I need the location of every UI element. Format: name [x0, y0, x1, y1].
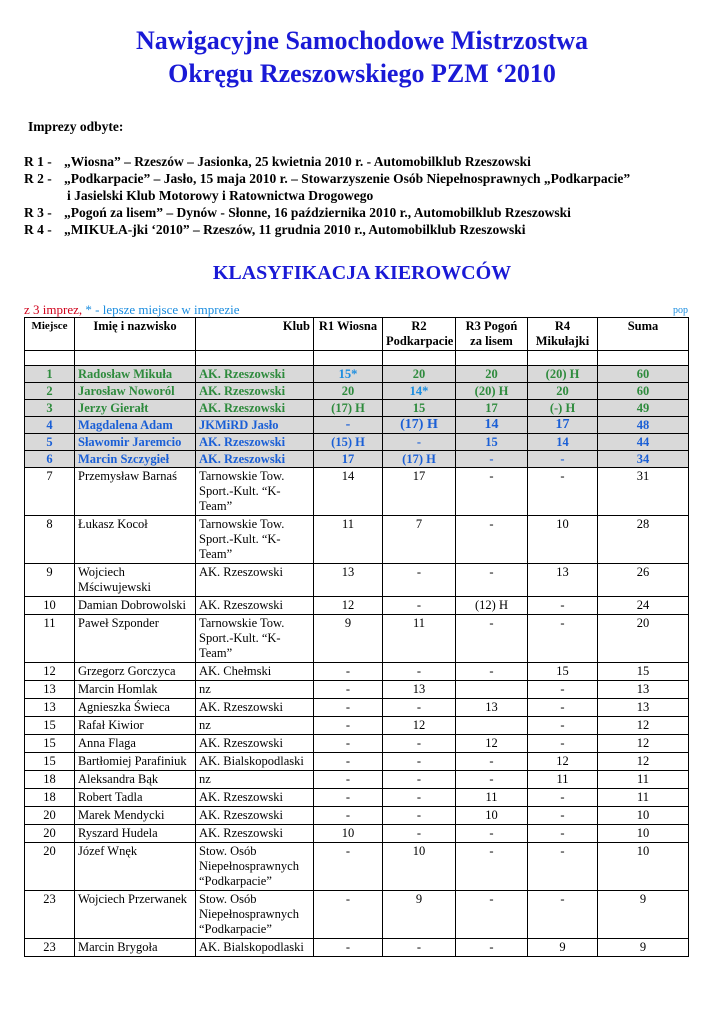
sum-cell: 49	[598, 400, 689, 417]
name-cell: Józef Wnęk	[75, 843, 196, 891]
r1-cell: 11	[314, 516, 383, 564]
name-cell: Łukasz Kocoł	[75, 516, 196, 564]
club-cell: AK. Rzeszowski	[196, 735, 314, 753]
r1-cell: -	[314, 699, 383, 717]
place-cell: 15	[25, 735, 75, 753]
sum-cell: 28	[598, 516, 689, 564]
place-cell: 1	[25, 366, 75, 383]
event-text: „MIKUŁA-jki ‘2010” – Rzeszów, 11 grudnia 2010 r., Automobilklub Rzeszowski	[64, 222, 526, 237]
club-cell: Tarnowskie Tow. Sport.-Kult. “K-Team”	[196, 516, 314, 564]
r2-cell: -	[383, 771, 456, 789]
header-place: Miejsce	[25, 318, 75, 351]
r4-cell: -	[528, 681, 598, 699]
results-body	[25, 351, 689, 957]
place-cell: 12	[25, 663, 75, 681]
r4-cell: -	[528, 735, 598, 753]
spacer-row	[25, 351, 689, 366]
place-cell: 20	[25, 825, 75, 843]
table-row	[25, 735, 689, 753]
r1-cell: -	[314, 663, 383, 681]
club-cell: nz	[196, 771, 314, 789]
r4-cell: -	[528, 825, 598, 843]
r3-cell: (20) H	[456, 383, 528, 400]
place-cell: 8	[25, 516, 75, 564]
r4-cell: -	[528, 468, 598, 516]
club-cell: AK. Bialskopodlaski	[196, 939, 314, 957]
place-cell: 15	[25, 753, 75, 771]
name-cell: Paweł Szponder	[75, 615, 196, 663]
r2-cell: -	[383, 699, 456, 717]
r2-cell: -	[383, 564, 456, 597]
header-sum: Suma	[598, 318, 689, 351]
r3-cell: -	[456, 753, 528, 771]
place-cell: 18	[25, 789, 75, 807]
r1-cell: -	[314, 735, 383, 753]
header-name: Imię i nazwisko	[75, 318, 196, 351]
place-cell: 23	[25, 939, 75, 957]
club-cell: Stow. Osób Niepełnosprawnych “Podkarpacie”	[196, 891, 314, 939]
table-row	[25, 939, 689, 957]
sum-cell: 20	[598, 615, 689, 663]
name-cell: Robert Tadla	[75, 789, 196, 807]
title-line-2: Okręgu Rzeszowskiego PZM ‘2010	[168, 59, 556, 88]
document-title	[0, 24, 724, 90]
place-cell: 6	[25, 451, 75, 468]
place-cell: 11	[25, 615, 75, 663]
r1-cell: -	[314, 771, 383, 789]
place-cell: 3	[25, 400, 75, 417]
club-cell: AK. Rzeszowski	[196, 789, 314, 807]
place-cell: 23	[25, 891, 75, 939]
r3-cell: -	[456, 516, 528, 564]
r1-cell: -	[314, 891, 383, 939]
club-cell: Tarnowskie Tow. Sport.-Kult. “K-Team”	[196, 468, 314, 516]
event-code: R 3 -	[24, 205, 52, 220]
r3-cell: -	[456, 663, 528, 681]
event-text: „Podkarpacie” – Jasło, 15 maja 2010 r. – Stowarzyszenie Osób Niepełnosprawnych „Podkarpacie”	[64, 171, 631, 186]
r4-cell: -	[528, 451, 598, 468]
r3-cell: 17	[456, 400, 528, 417]
club-cell: AK. Rzeszowski	[196, 825, 314, 843]
club-cell: AK. Rzeszowski	[196, 807, 314, 825]
r1-cell: 15*	[314, 366, 383, 383]
table-row	[25, 825, 689, 843]
name-cell: Wojciech Mściwujewski	[75, 564, 196, 597]
name-cell: Damian Dobrowolski	[75, 597, 196, 615]
table-row	[25, 789, 689, 807]
name-cell: Przemysław Barnaś	[75, 468, 196, 516]
r3-cell: 10	[456, 807, 528, 825]
sum-cell: 44	[598, 434, 689, 451]
club-cell: Tarnowskie Tow. Sport.-Kult. “K-Team”	[196, 615, 314, 663]
r3-cell: 15	[456, 434, 528, 451]
name-cell: Agnieszka Świeca	[75, 699, 196, 717]
name-cell: Jarosław Noworól	[75, 383, 196, 400]
r1-cell: (15) H	[314, 434, 383, 451]
sum-cell: 60	[598, 366, 689, 383]
r4-cell: -	[528, 891, 598, 939]
name-cell: Marcin Szczygieł	[75, 451, 196, 468]
r3-cell: (12) H	[456, 597, 528, 615]
r3-cell: 11	[456, 789, 528, 807]
r4-cell: -	[528, 807, 598, 825]
name-cell: Bartłomiej Parafiniuk	[75, 753, 196, 771]
events-list	[24, 118, 704, 238]
r3-cell: -	[456, 451, 528, 468]
sum-cell: 34	[598, 451, 689, 468]
r2-cell: (17) H	[383, 417, 456, 434]
r1-cell: -	[314, 753, 383, 771]
name-cell: Jerzy Gierałt	[75, 400, 196, 417]
place-cell: 4	[25, 417, 75, 434]
event-continuation: i Jasielski Klub Motorowy i Ratownictwa Drogowego	[67, 188, 374, 203]
name-cell: Wojciech Przerwanek	[75, 891, 196, 939]
sum-cell: 48	[598, 417, 689, 434]
table-row	[25, 891, 689, 939]
name-cell: Anna Flaga	[75, 735, 196, 753]
table-row	[25, 771, 689, 789]
events-heading: Imprezy odbyte:	[28, 119, 124, 134]
r1-cell: 17	[314, 451, 383, 468]
r1-cell: -	[314, 939, 383, 957]
name-cell: Rafał Kiwior	[75, 717, 196, 735]
table-row	[25, 807, 689, 825]
sum-cell: 12	[598, 717, 689, 735]
r4-cell: 10	[528, 516, 598, 564]
r1-cell: -	[314, 417, 383, 434]
table-row	[25, 699, 689, 717]
event-code: R 2 -	[24, 171, 52, 186]
r3-cell: -	[456, 615, 528, 663]
club-cell: AK. Bialskopodlaski	[196, 753, 314, 771]
r2-cell: (17) H	[383, 451, 456, 468]
r2-cell: -	[383, 663, 456, 681]
name-cell: Radosław Mikuła	[75, 366, 196, 383]
name-cell: Ryszard Hudela	[75, 825, 196, 843]
table-row	[25, 681, 689, 699]
r2-cell: 10	[383, 843, 456, 891]
r3-cell: -	[456, 939, 528, 957]
r4-cell: -	[528, 789, 598, 807]
r1-cell: 10	[314, 825, 383, 843]
table-row	[25, 597, 689, 615]
event-text: „Pogoń za lisem” – Dynów - Słonne, 16 października 2010 r., Automobilklub Rzeszowski	[64, 205, 571, 220]
r3-cell: -	[456, 468, 528, 516]
header-club: Klub	[196, 318, 314, 351]
r2-cell: -	[383, 753, 456, 771]
header-r3: R3 Pogoń za lisem	[456, 318, 528, 351]
r2-cell: 17	[383, 468, 456, 516]
sum-cell: 11	[598, 771, 689, 789]
r3-cell: 13	[456, 699, 528, 717]
club-cell: AK. Rzeszowski	[196, 383, 314, 400]
r2-cell: 15	[383, 400, 456, 417]
r4-cell: -	[528, 699, 598, 717]
place-cell: 15	[25, 717, 75, 735]
place-cell: 2	[25, 383, 75, 400]
r1-cell: -	[314, 717, 383, 735]
r2-cell: 11	[383, 615, 456, 663]
r2-cell: -	[383, 789, 456, 807]
name-cell: Aleksandra Bąk	[75, 771, 196, 789]
table-row	[25, 366, 689, 383]
event-item	[24, 170, 704, 187]
r1-cell: -	[314, 807, 383, 825]
sum-cell: 9	[598, 939, 689, 957]
sum-cell: 10	[598, 807, 689, 825]
sum-cell: 60	[598, 383, 689, 400]
r2-cell: -	[383, 807, 456, 825]
r3-cell: -	[456, 891, 528, 939]
club-cell: AK. Rzeszowski	[196, 597, 314, 615]
sum-cell: 12	[598, 753, 689, 771]
club-cell: AK. Rzeszowski	[196, 564, 314, 597]
table-row	[25, 564, 689, 597]
club-cell: nz	[196, 681, 314, 699]
r1-cell: -	[314, 843, 383, 891]
r2-cell: -	[383, 735, 456, 753]
r1-cell: 14	[314, 468, 383, 516]
sum-cell: 9	[598, 891, 689, 939]
table-row	[25, 417, 689, 434]
sum-cell: 13	[598, 699, 689, 717]
club-cell: AK. Rzeszowski	[196, 434, 314, 451]
place-cell: 7	[25, 468, 75, 516]
event-item	[24, 153, 704, 170]
r1-cell: (17) H	[314, 400, 383, 417]
event-code: R 1 -	[24, 154, 52, 169]
sum-cell: 10	[598, 843, 689, 891]
r4-cell: -	[528, 615, 598, 663]
place-cell: 10	[25, 597, 75, 615]
r4-cell: -	[528, 843, 598, 891]
r4-cell: (20) H	[528, 366, 598, 383]
place-cell: 9	[25, 564, 75, 597]
r1-cell: 9	[314, 615, 383, 663]
r2-cell: 9	[383, 891, 456, 939]
r1-cell: -	[314, 789, 383, 807]
club-cell: Stow. Osób Niepełnosprawnych “Podkarpacie”	[196, 843, 314, 891]
legend-blue: * - lepsze miejsce w imprezie	[85, 302, 240, 317]
r1-cell: 20	[314, 383, 383, 400]
sum-cell: 12	[598, 735, 689, 753]
name-cell: Magdalena Adam	[75, 417, 196, 434]
r2-cell: -	[383, 825, 456, 843]
place-cell: 13	[25, 681, 75, 699]
table-row	[25, 400, 689, 417]
legend-red: z 3 imprez,	[24, 302, 83, 317]
place-cell: 20	[25, 843, 75, 891]
table-row	[25, 451, 689, 468]
r4-cell: 13	[528, 564, 598, 597]
place-cell: 5	[25, 434, 75, 451]
club-cell: AK. Rzeszowski	[196, 451, 314, 468]
r2-cell: -	[383, 434, 456, 451]
r3-cell	[456, 717, 528, 735]
table-row	[25, 434, 689, 451]
table-row	[25, 753, 689, 771]
r2-cell: -	[383, 597, 456, 615]
event-code: R 4 -	[24, 222, 52, 237]
r1-cell: 12	[314, 597, 383, 615]
club-cell: AK. Rzeszowski	[196, 699, 314, 717]
r4-cell: -	[528, 597, 598, 615]
sum-cell: 13	[598, 681, 689, 699]
table-row	[25, 717, 689, 735]
name-cell: Marcin Brygoła	[75, 939, 196, 957]
table-row	[25, 843, 689, 891]
sum-cell: 31	[598, 468, 689, 516]
header-r1: R1 Wiosna	[314, 318, 383, 351]
r4-cell: (-) H	[528, 400, 598, 417]
r4-cell: 14	[528, 434, 598, 451]
r3-cell	[456, 681, 528, 699]
name-cell: Marcin Homlak	[75, 681, 196, 699]
header-r2: R2 Podkarpacie	[383, 318, 456, 351]
r2-cell: 20	[383, 366, 456, 383]
r2-cell: 7	[383, 516, 456, 564]
r2-cell: 12	[383, 717, 456, 735]
r3-cell: -	[456, 843, 528, 891]
r4-cell: -	[528, 717, 598, 735]
r3-cell: 12	[456, 735, 528, 753]
sum-cell: 10	[598, 825, 689, 843]
event-text: „Wiosna” – Rzeszów – Jasionka, 25 kwietnia 2010 r. - Automobilklub Rzeszowski	[64, 154, 531, 169]
table-row	[25, 615, 689, 663]
r3-cell: 14	[456, 417, 528, 434]
title-line-1: Nawigacyjne Samochodowe Mistrzostwa	[135, 26, 589, 55]
r3-cell: -	[456, 825, 528, 843]
r4-cell: 17	[528, 417, 598, 434]
r4-cell: 15	[528, 663, 598, 681]
r4-cell: 11	[528, 771, 598, 789]
r4-cell: 12	[528, 753, 598, 771]
legend	[24, 302, 240, 318]
r1-cell: -	[314, 681, 383, 699]
r4-cell: 20	[528, 383, 598, 400]
sum-cell: 11	[598, 789, 689, 807]
table-row	[25, 468, 689, 516]
r3-cell: -	[456, 564, 528, 597]
sum-cell: 26	[598, 564, 689, 597]
table-row	[25, 383, 689, 400]
club-cell: nz	[196, 717, 314, 735]
place-cell: 18	[25, 771, 75, 789]
event-item	[24, 204, 704, 221]
event-item	[24, 221, 704, 238]
r2-cell: -	[383, 939, 456, 957]
r4-cell: 9	[528, 939, 598, 957]
club-cell: JKMiRD Jasło	[196, 417, 314, 434]
r1-cell: 13	[314, 564, 383, 597]
sum-cell: 24	[598, 597, 689, 615]
place-cell: 20	[25, 807, 75, 825]
r3-cell: -	[456, 771, 528, 789]
results-table	[24, 317, 689, 957]
club-cell: AK. Chełmski	[196, 663, 314, 681]
r2-cell: 14*	[383, 383, 456, 400]
r3-cell: 20	[456, 366, 528, 383]
sum-cell: 15	[598, 663, 689, 681]
r2-cell: 13	[383, 681, 456, 699]
pop-label: pop	[673, 305, 688, 316]
classification-title: KLASYFIKACJA KIEROWCÓW	[212, 262, 512, 284]
name-cell: Grzegorz Gorczyca	[75, 663, 196, 681]
club-cell: AK. Rzeszowski	[196, 366, 314, 383]
club-cell: AK. Rzeszowski	[196, 400, 314, 417]
name-cell: Marek Mendycki	[75, 807, 196, 825]
header-r4: R4 Mikułajki	[528, 318, 598, 351]
table-row	[25, 663, 689, 681]
name-cell: Sławomir Jaremcio	[75, 434, 196, 451]
table-header-row	[25, 318, 689, 351]
table-row	[25, 516, 689, 564]
place-cell: 13	[25, 699, 75, 717]
